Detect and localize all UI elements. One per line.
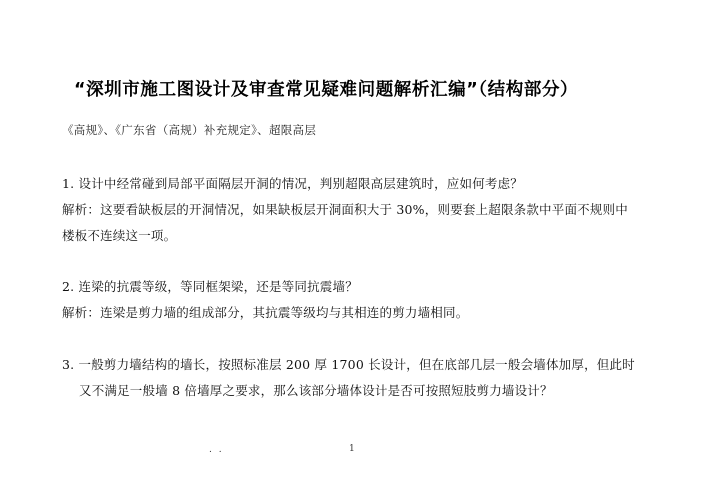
document-subtitle: 《高规》、《广东省（高规）补充规定》、超限高层 xyxy=(62,123,317,137)
answer-2: 解析：连梁是剪力墙的组成部分，其抗震等级均与其相连的剪力墙相同。 xyxy=(62,305,469,320)
document-title: “深圳市施工图设计及审查常见疑难问题解析汇编”（结构部分） xyxy=(74,80,579,100)
question-1: 1. 设计中经常碰到局部平面隔层开洞的情况，判别超限高层建筑时，应如何考虑？ xyxy=(62,176,524,191)
answer-1-line-1: 解析：这要看缺板层的开洞情况，如果缺板层开洞面积大于 30%，则要套上超限条款中平面不规则中 xyxy=(62,202,628,217)
question-3-line-2: 又不满足一般墙 8 倍墙厚之要求，那么该部分墙体设计是否可按照短肢剪力墙设计？ xyxy=(79,383,553,398)
answer-1-line-2: 楼板不连续这一项。 xyxy=(62,228,177,243)
footer-dots: . . xyxy=(209,445,224,455)
page-number: 1 xyxy=(349,444,355,454)
question-2: 2. 连梁的抗震等级，等同框架梁，还是等同抗震墙？ xyxy=(62,279,358,294)
question-3-line-1: 3. 一般剪力墙结构的墙长，按照标准层 200 厚 1700 长设计，但在底部几层一般会墙体加厚，但此时 xyxy=(62,357,635,372)
